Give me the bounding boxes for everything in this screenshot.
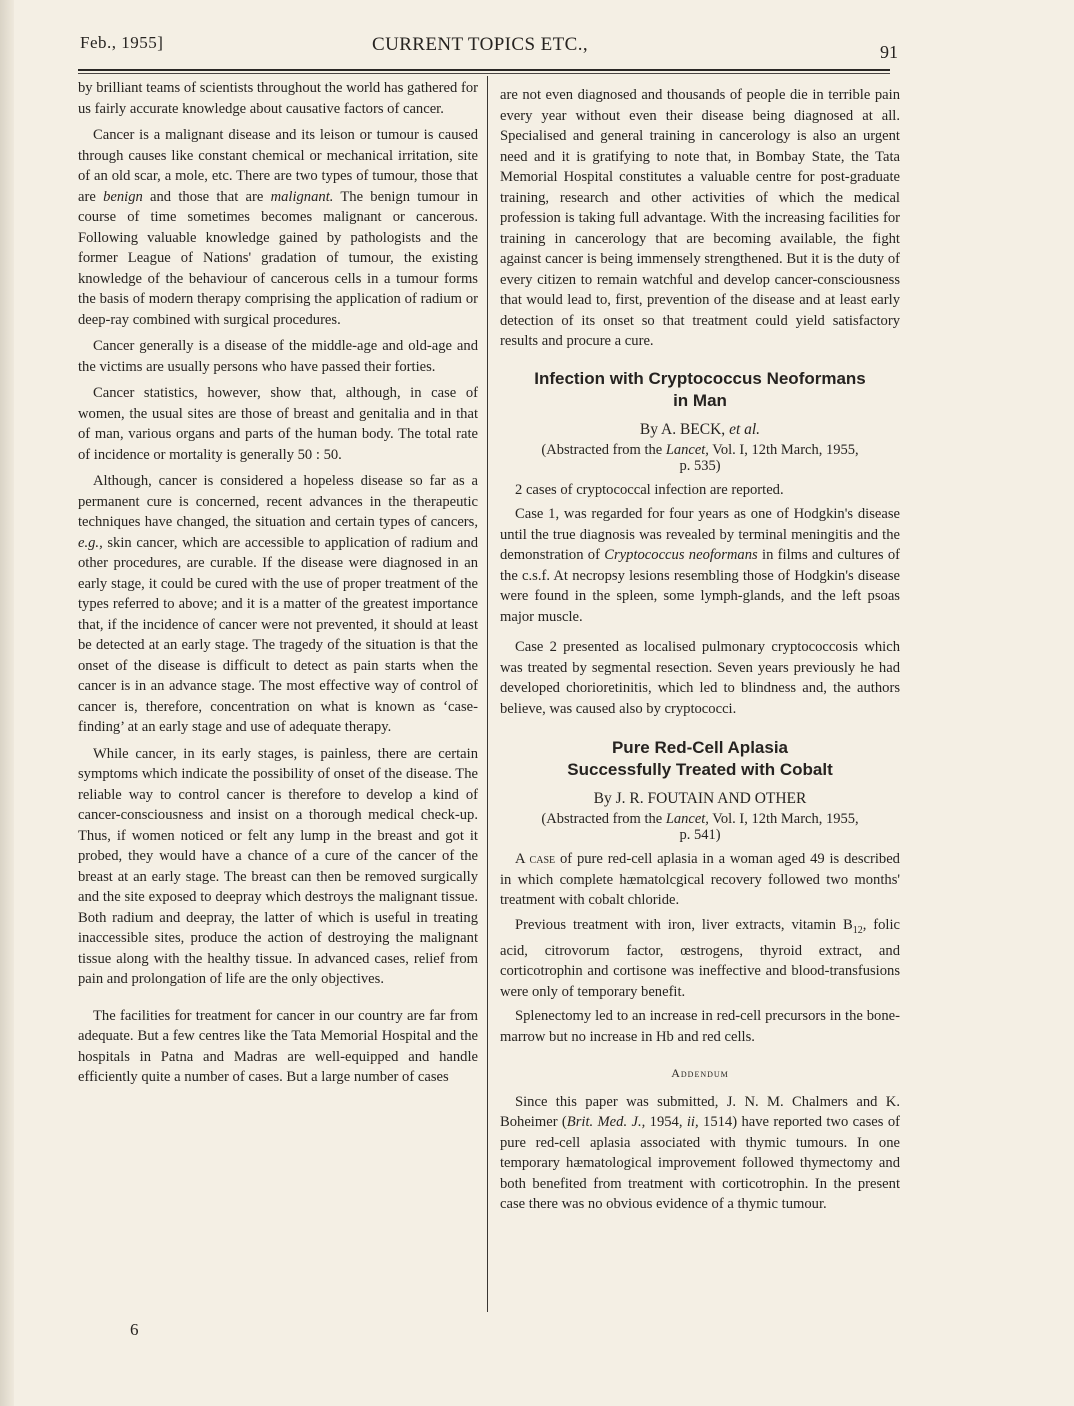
- paragraph: Although, cancer is considered a hopeless disease so far as a permanent cure is concerned, recent advances in the therapeutic techniques have changed, the situation and certain types of cancers, e.g., skin cancer, which are accessible to application of radium and other procedures, are curable. If the disease were diagnosed in an early stage, it could be cured with the use of proper treatment of the types referred to above; and it is a matter of the greatest importance that, if the incidence of cancer were not prevented, it should at least be detected at an early stage. The tragedy of the situation is that the onset of the disease is difficult to detect as pain starts when the cancer is in an advance stage. The most effective way of control of cancer is, therefore, concentration on what is known as ‘case-finding’ at an early stage and use of adequate therapy.: [78, 473, 478, 735]
- running-title: CURRENT TOPICS ETC.,: [372, 34, 588, 55]
- addendum-heading: Addendum: [671, 1066, 729, 1081]
- paragraph: are not even diagnosed and thousands of people die in terrible pain every year without even their disease being diagnosed at all. Specialised and general training in cancerology is also an urgent need and it is gratifying to note that, in Bombay State, the Tata Memorial Hospital constitutes a valuable centre for post-graduate training, research and other activities of which the medical profession is taking full advantage. With the increasing facilities for training in cancerology that are becoming available, the fight against cancer is being immensely strengthened. But it is the duty of every citizen to remain watchful and develop cancer-consciousness that would lead to, first, prevention of the disease and at least early detection of its onset so that treatment could yield satisfactory results and procure a cure.: [500, 87, 900, 349]
- paragraph: 2 cases of cryptococcal infection are reported.: [515, 481, 784, 498]
- page-number: 91: [880, 42, 898, 62]
- article-title: Pure Red-Cell Aplasia Successfully Treated with Cobalt: [567, 738, 833, 779]
- paragraph: Splenectomy led to an increase in red-cell precursors in the bone-marrow but no increase in Hb and red cells.: [500, 1008, 900, 1045]
- paragraph: Cancer statistics, however, show that, although, in case of women, the usual sites are those of breast and genitalia and in that of man, various organs and parts of the human body. The total rate of incidence or mortality is generally 50 : 50.: [78, 385, 478, 463]
- paragraph: While cancer, in its early stages, is painless, there are certain symptoms which indicate the possibility of onset of the disease. The reliable way to control cancer is therefore to develop a kind of cancer-consciousness and insist on a thorough medical check-up. Thus, if women noticed or felt any lump in the breast and got it probed, they would have a chance of a cure of the cancer of the breast at an early stage. The breast can then be removed surgically and the site exposed to deepray which destroys the malignant tissue. Both radium and deepray, the latter of which is useful in treating inaccessible sites, produce the action of destroying the malignant tissue along with the healthy tissue. In advanced cases, relief from pain and prolongation of life are the only objectives.: [78, 745, 478, 987]
- signature-mark: 6: [130, 1320, 139, 1339]
- header-rule: [78, 69, 890, 71]
- article-title: Infection with Cryptococcus Neoformans in Man: [534, 368, 866, 410]
- paragraph: The facilities for treatment for cancer in our country are far from adequate. But a few centres like the Tata Memorial Hospital and the hospitals in Patna and Madras are well-equipped and handle efficiently quite a number of cases. But a large number of cases: [78, 1007, 478, 1085]
- header-rule-thin: [78, 73, 890, 74]
- paragraph: by brilliant teams of scientists throughout the world has gathered for us fairly accurate knowledge about causative factors of cancer.: [78, 80, 478, 117]
- paragraph: Since this paper was submitted, J. N. M. Chalmers and K. Boheimer (Brit. Med. J., 1954, ii, 1514) have reported two cases of pure red-cell aplasia associated with thymic tumours. In one temporary hæmatological improvement followed thymectomy and both benefited from treatment with corticotrophin. In the present case there was no obvious evidence of a thymic tumour.: [500, 1093, 900, 1213]
- page-edge-shadow: [0, 0, 14, 1406]
- paragraph: Previous treatment with iron, liver extracts, vitamin $B_{12}$, folic acid, citrovorum factor, œstrogens, thyroid extract, and corticotrophin and cortisone was ineffective and blood-transfusions were only of temporary benefit.: [500, 916, 900, 1000]
- article-cryptococcus: [500, 368, 900, 720]
- paragraph: A case of pure red-cell aplasia in a woman aged 49 is described in which complete hæmatolcgical recovery followed two months' treatment with cobalt chloride.: [500, 851, 900, 908]
- paragraph: Case 1, was regarded for four years as one of Hodgkin's disease until the true diagnosis was revealed by terminal meningitis and the demonstration of Cryptococcus neoformans in films and cultures of the c.s.f. At necropsy lesions resembling those of Hodgkin's disease were found in the spleen, some lymph-glands, and the left psoas major muscle.: [500, 506, 900, 625]
- column-divider: [487, 76, 488, 1312]
- left-column: [78, 78, 478, 1094]
- article-byline: By J. R. FOUTAIN AND OTHER: [593, 790, 807, 807]
- paragraph: Case 2 presented as localised pulmonary cryptococcosis which was treated by segmental resection. Seven years previously he had developed chorioretinitis, which led to blindness and, the authors believe, was caused also by cryptococci.: [500, 639, 900, 717]
- paragraph: Cancer is a malignant disease and its leison or tumour is caused through causes like constant chemical or mechanical irritation, site of an old scar, a mole, etc. There are two types of tumour, those that are benign and those that are malignant. The benign tumour in course of time sometimes becomes malignant or cancerous. Following valuable knowledge gained by pathologists and the former League of Nations' gradation of tumour, the existing knowledge of the behaviour of cancerous cells in a tumour forms the basis of modern therapy comprising the application of radium or deep-ray combined with surgical procedures.: [78, 127, 479, 328]
- right-column: [500, 85, 900, 1219]
- header-date: Feb., 1955]: [80, 33, 164, 52]
- article-red-cell-aplasia: [500, 737, 900, 1215]
- article-source: (Abstracted from the Lancet, Vol. I, 12th March, 1955, p. 535): [541, 441, 859, 474]
- article-source: (Abstracted from the Lancet, Vol. I, 12th March, 1955, p. 541): [541, 811, 859, 843]
- article-byline: By A. BECK, et al.: [639, 420, 761, 438]
- paragraph: Cancer generally is a disease of the middle-age and old-age and the victims are usually persons who have passed their forties.: [78, 338, 478, 375]
